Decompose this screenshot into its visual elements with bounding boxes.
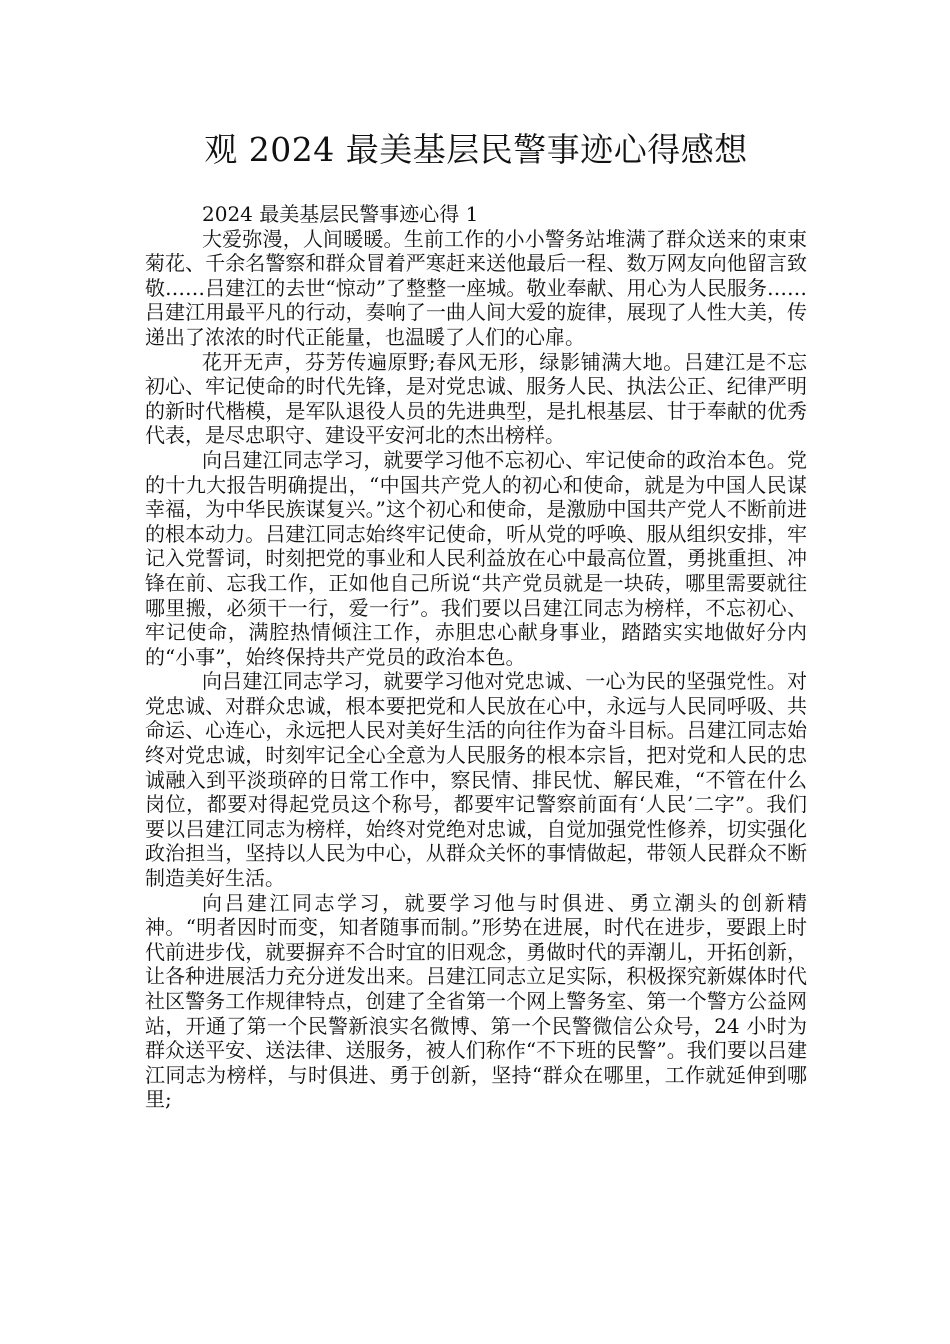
- paragraph-4: 向吕建江同志学习，就要学习他对党忠诚、一心为民的坚强党性。对党忠诚、对群众忠诚，根本要把党和人民放在心中，永远与人民同呼吸、共命运、心连心，永远把人民对美好生活的向往作为奋斗目标。吕建江同志始终对党忠诚，时刻牢记全心全意为人民服务的根本宗旨，把对党和人民的忠诚融入到平淡琐碎的日常工作中，察民情、排民忧、解民难，“不管在什么岗位，都要对得起党员这个称号，都要牢记警察前面有‘人民’二字”。我们要以吕建江同志为榜样，始终对党绝对忠诚，自觉加强党性修养，切实强化政治担当，坚持以人民为中心，从群众关怀的事情做起，带领人民群众不断制造美好生活。: [145, 669, 807, 891]
- document-title: 观 2024 最美基层民警事迹心得感想: [204, 130, 748, 169]
- paragraph-3: 向吕建江同志学习，就要学习他不忘初心、牢记使命的政治本色。党的十九大报告明确提出，“中国共产党人的初心和使命，就是为中国人民谋幸福，为中华民族谋复兴。”这个初心和使命，是激励中国共产党人不断前进的根本动力。吕建江同志始终牢记使命，听从党的呼唤、服从组织安排，牢记入党誓词，时刻把党的事业和人民利益放在心中最高位置，勇挑重担、冲锋在前、忘我工作，正如他自己所说“共产党员就是一块砖，哪里需要就往哪里搬，必须干一行，爱一行”。我们要以吕建江同志为榜样，不忘初心、牢记使命，满腔热情倾注工作，赤胆忠心献身事业，踏踏实实地做好分内的“小事”，始终保持共产党员的政治本色。: [145, 447, 807, 669]
- document-page: [145, 128, 807, 1112]
- paragraph-1: 大爱弥漫，人间暖暖。生前工作的小小警务站堆满了群众送来的束束菊花、千余名警察和群众冒着严寒赶来送他最后一程、数万网友向他留言致敬……吕建江的去世“惊动”了整整一座城。敬业奉献、用心为人民服务……吕建江用最平凡的行动，奏响了一曲人间大爱的旋律，展现了人性大美，传递出了浓浓的时代正能量，也温暖了人们的心扉。: [145, 226, 807, 349]
- section-subtitle: 2024 最美基层民警事迹心得 1: [202, 202, 479, 226]
- paragraph-5: 向吕建江同志学习，就要学习他与时俱进、勇立潮头的创新精神。“明者因时而变，知者随事而制。”形势在进展，时代在进步，要跟上时代前进步伐，就要摒弃不合时宜的旧观念，勇做时代的弄潮儿，开拓创新，让各种进展活力充分迸发出来。吕建江同志立足实际，积极探究新媒体时代社区警务工作规律特点，创建了全省第一个网上警务室、第一个警方公益网站，开通了第一个民警新浪实名微博、第一个民警微信公众号，24 小时为群众送平安、送法律、送服务，被人们称作“不下班的民警”。我们要以吕建江同志为榜样，与时俱进、勇于创新，坚持“群众在哪里，工作就延伸到哪里;: [145, 890, 807, 1112]
- paragraph-2: 花开无声，芬芳传遍原野;春风无形，绿影铺满大地。吕建江是不忘初心、牢记使命的时代先锋，是对党忠诚、服务人民、执法公正、纪律严明的新时代楷模，是军队退役人员的先进典型，是扎根基层、甘于奉献的优秀代表，是尽忠职守、建设平安河北的杰出榜样。: [145, 349, 807, 448]
